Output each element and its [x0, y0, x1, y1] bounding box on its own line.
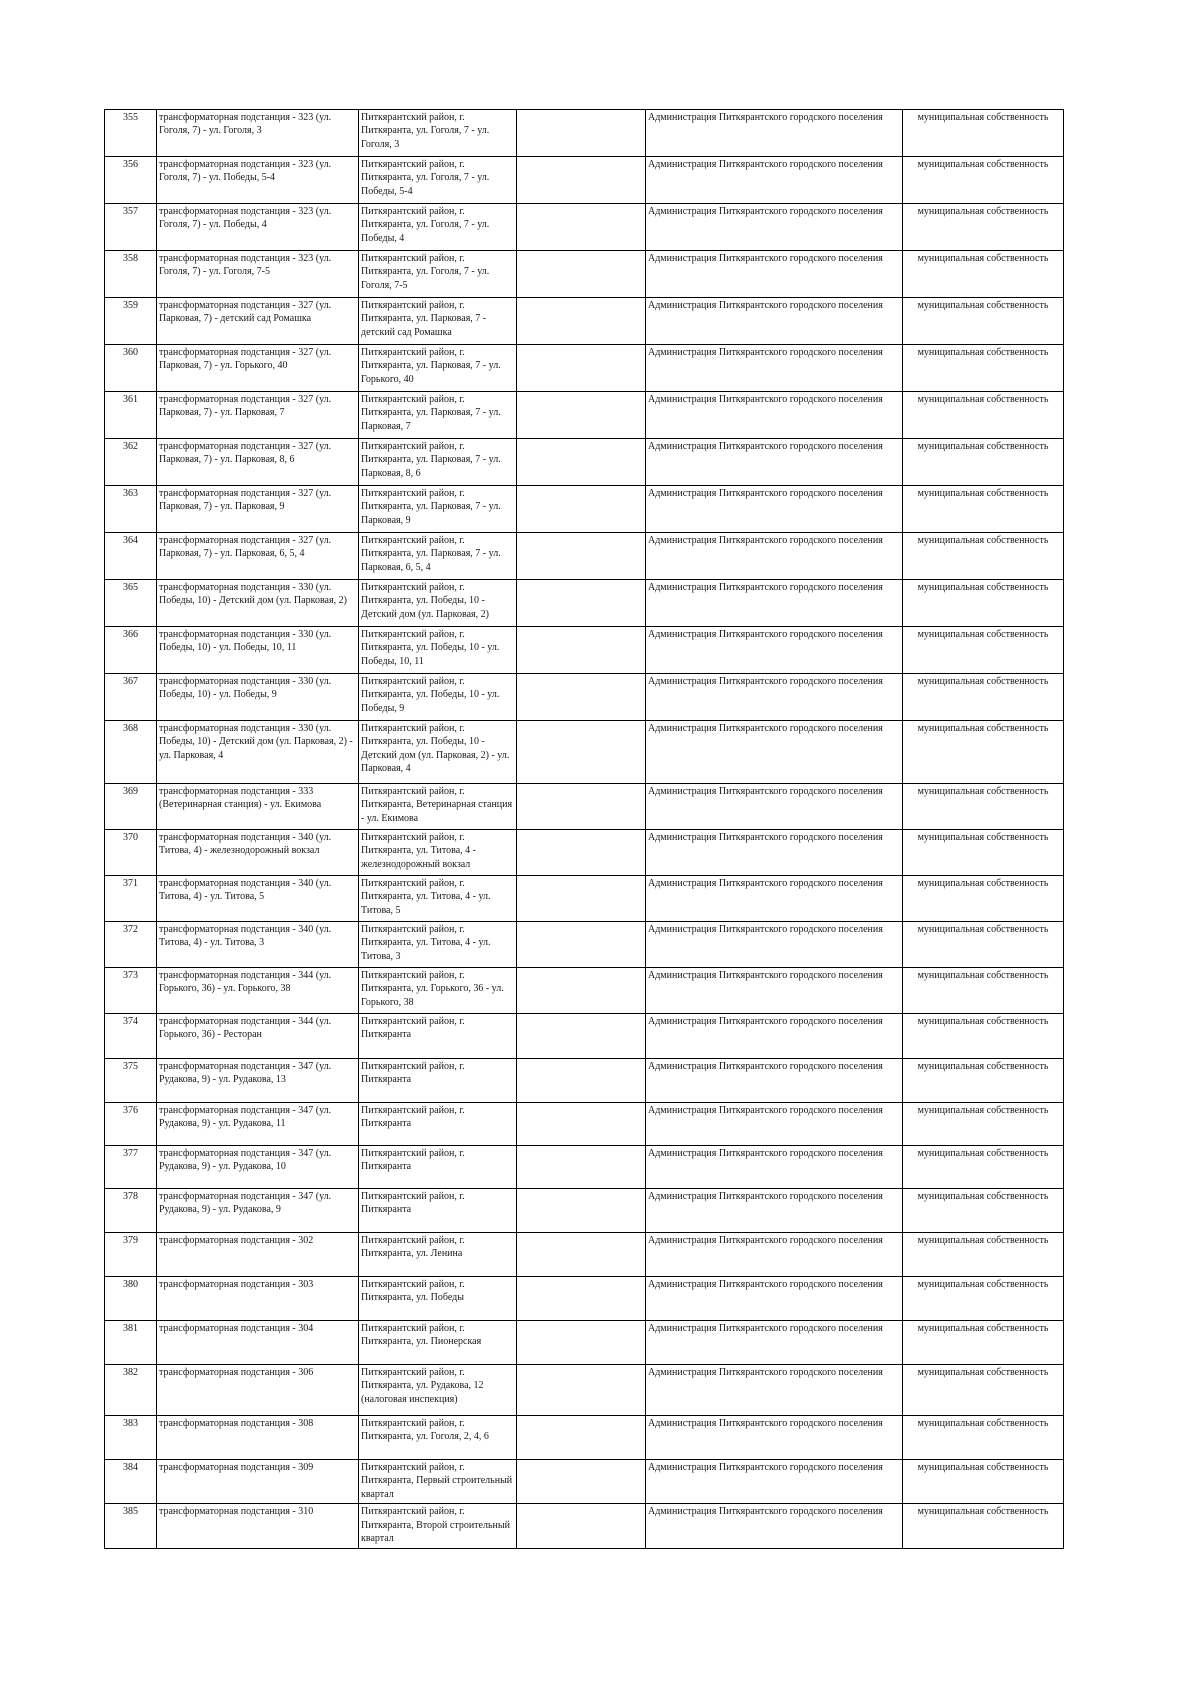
- empty-cell: [517, 1416, 646, 1460]
- row-number: 358: [105, 251, 157, 298]
- empty-cell: [517, 251, 646, 298]
- table-row: [105, 1504, 1064, 1549]
- object-address: Питкярантский район, г. Питкяранта: [359, 1014, 517, 1059]
- table-row: [105, 533, 1064, 580]
- ownership-type: муниципальная собственность: [903, 721, 1064, 784]
- empty-cell: [517, 922, 646, 968]
- row-number: 366: [105, 627, 157, 674]
- row-number: 382: [105, 1365, 157, 1416]
- ownership-type: муниципальная собственность: [903, 1014, 1064, 1059]
- table-row: [105, 251, 1064, 298]
- empty-cell: [517, 1365, 646, 1416]
- holder-name: Администрация Питкярантского городского поселения: [646, 439, 903, 486]
- empty-cell: [517, 392, 646, 439]
- ownership-type: муниципальная собственность: [903, 1233, 1064, 1277]
- holder-name: Администрация Питкярантского городского поселения: [646, 1014, 903, 1059]
- row-number: 377: [105, 1146, 157, 1189]
- table-row: [105, 968, 1064, 1014]
- table-row: [105, 922, 1064, 968]
- object-name: трансформаторная подстанция - 306: [157, 1365, 359, 1416]
- object-name: трансформаторная подстанция - 303: [157, 1277, 359, 1321]
- object-name: трансформаторная подстанция - 323 (ул. Гоголя, 7) - ул. Гоголя, 3: [157, 110, 359, 157]
- empty-cell: [517, 533, 646, 580]
- object-address: Питкярантский район, г. Питкяранта, ул. Парковая, 7 - ул. Парковая, 9: [359, 486, 517, 533]
- object-name: трансформаторная подстанция - 302: [157, 1233, 359, 1277]
- row-number: 378: [105, 1189, 157, 1233]
- empty-cell: [517, 110, 646, 157]
- holder-name: Администрация Питкярантского городского поселения: [646, 876, 903, 922]
- object-address: Питкярантский район, г. Питкяранта, ул. Титова, 4 - ул. Титова, 5: [359, 876, 517, 922]
- ownership-type: муниципальная собственность: [903, 1321, 1064, 1365]
- ownership-type: муниципальная собственность: [903, 298, 1064, 345]
- row-number: 370: [105, 830, 157, 876]
- row-number: 364: [105, 533, 157, 580]
- object-name: трансформаторная подстанция - 327 (ул. Парковая, 7) - ул. Парковая, 8, 6: [157, 439, 359, 486]
- table-row: [105, 627, 1064, 674]
- object-address: Питкярантский район, г. Питкяранта: [359, 1189, 517, 1233]
- row-number: 376: [105, 1103, 157, 1146]
- empty-cell: [517, 345, 646, 392]
- object-name: трансформаторная подстанция - 347 (ул. Рудакова, 9) - ул. Рудакова, 11: [157, 1103, 359, 1146]
- table-row: [105, 157, 1064, 204]
- table-row: [105, 830, 1064, 876]
- holder-name: Администрация Питкярантского городского поселения: [646, 830, 903, 876]
- object-address: Питкярантский район, г. Питкяранта, ул. Гоголя, 7 - ул. Гоголя, 3: [359, 110, 517, 157]
- object-name: трансформаторная подстанция - 347 (ул. Рудакова, 9) - ул. Рудакова, 10: [157, 1146, 359, 1189]
- table-row: [105, 1059, 1064, 1103]
- object-name: трансформаторная подстанция - 340 (ул. Титова, 4) - ул. Титова, 5: [157, 876, 359, 922]
- ownership-type: муниципальная собственность: [903, 204, 1064, 251]
- row-number: 361: [105, 392, 157, 439]
- holder-name: Администрация Питкярантского городского поселения: [646, 1460, 903, 1504]
- table-row: [105, 204, 1064, 251]
- table-row: [105, 486, 1064, 533]
- empty-cell: [517, 486, 646, 533]
- holder-name: Администрация Питкярантского городского поселения: [646, 674, 903, 721]
- ownership-type: муниципальная собственность: [903, 784, 1064, 830]
- empty-cell: [517, 1189, 646, 1233]
- table-row: [105, 876, 1064, 922]
- holder-name: Администрация Питкярантского городского поселения: [646, 345, 903, 392]
- object-address: Питкярантский район, г. Питкяранта, Второй строительный квартал: [359, 1504, 517, 1549]
- ownership-type: муниципальная собственность: [903, 392, 1064, 439]
- table-row: [105, 1321, 1064, 1365]
- object-address: Питкярантский район, г. Питкяранта, ул. Гоголя, 7 - ул. Победы, 4: [359, 204, 517, 251]
- empty-cell: [517, 1103, 646, 1146]
- registry-table-body: [105, 110, 1064, 1549]
- table-row: [105, 345, 1064, 392]
- holder-name: Администрация Питкярантского городского поселения: [646, 1146, 903, 1189]
- object-name: трансформаторная подстанция - 327 (ул. Парковая, 7) - детский сад Ромашка: [157, 298, 359, 345]
- empty-cell: [517, 157, 646, 204]
- table-row: [105, 298, 1064, 345]
- empty-cell: [517, 1504, 646, 1549]
- ownership-type: муниципальная собственность: [903, 1146, 1064, 1189]
- empty-cell: [517, 1321, 646, 1365]
- table-row: [105, 439, 1064, 486]
- row-number: 385: [105, 1504, 157, 1549]
- empty-cell: [517, 1277, 646, 1321]
- empty-cell: [517, 298, 646, 345]
- table-row: [105, 1146, 1064, 1189]
- ownership-type: муниципальная собственность: [903, 627, 1064, 674]
- row-number: 357: [105, 204, 157, 251]
- empty-cell: [517, 784, 646, 830]
- row-number: 371: [105, 876, 157, 922]
- table-row: [105, 1365, 1064, 1416]
- empty-cell: [517, 580, 646, 627]
- empty-cell: [517, 968, 646, 1014]
- table-row: [105, 110, 1064, 157]
- object-name: трансформаторная подстанция - 330 (ул. Победы, 10) - ул. Победы, 9: [157, 674, 359, 721]
- table-row: [105, 674, 1064, 721]
- holder-name: Администрация Питкярантского городского поселения: [646, 721, 903, 784]
- object-name: трансформаторная подстанция - 308: [157, 1416, 359, 1460]
- holder-name: Администрация Питкярантского городского поселения: [646, 1233, 903, 1277]
- object-name: трансформаторная подстанция - 310: [157, 1504, 359, 1549]
- object-name: трансформаторная подстанция - 347 (ул. Рудакова, 9) - ул. Рудакова, 13: [157, 1059, 359, 1103]
- ownership-type: муниципальная собственность: [903, 251, 1064, 298]
- object-name: трансформаторная подстанция - 344 (ул. Горького, 36) - ул. Горького, 38: [157, 968, 359, 1014]
- row-number: 374: [105, 1014, 157, 1059]
- ownership-type: муниципальная собственность: [903, 345, 1064, 392]
- object-address: Питкярантский район, г. Питкяранта, ул. Гоголя, 2, 4, 6: [359, 1416, 517, 1460]
- object-name: трансформаторная подстанция - 327 (ул. Парковая, 7) - ул. Парковая, 6, 5, 4: [157, 533, 359, 580]
- ownership-type: муниципальная собственность: [903, 110, 1064, 157]
- holder-name: Администрация Питкярантского городского поселения: [646, 922, 903, 968]
- object-address: Питкярантский район, г. Питкяранта: [359, 1059, 517, 1103]
- object-name: трансформаторная подстанция - 323 (ул. Гоголя, 7) - ул. Победы, 5-4: [157, 157, 359, 204]
- row-number: 369: [105, 784, 157, 830]
- row-number: 363: [105, 486, 157, 533]
- table-row: [105, 1103, 1064, 1146]
- empty-cell: [517, 1014, 646, 1059]
- object-name: трансформаторная подстанция - 327 (ул. Парковая, 7) - ул. Горького, 40: [157, 345, 359, 392]
- object-address: Питкярантский район, г. Питкяранта, Первый строительный квартал: [359, 1460, 517, 1504]
- empty-cell: [517, 1233, 646, 1277]
- ownership-type: муниципальная собственность: [903, 674, 1064, 721]
- object-address: Питкярантский район, г. Питкяранта, ул. Парковая, 7 - ул. Парковая, 6, 5, 4: [359, 533, 517, 580]
- holder-name: Администрация Питкярантского городского поселения: [646, 1189, 903, 1233]
- holder-name: Администрация Питкярантского городского поселения: [646, 784, 903, 830]
- object-name: трансформаторная подстанция - 347 (ул. Рудакова, 9) - ул. Рудакова, 9: [157, 1189, 359, 1233]
- object-address: Питкярантский район, г. Питкяранта, ул. Победы, 10 - ул. Победы, 9: [359, 674, 517, 721]
- object-address: Питкярантский район, г. Питкяранта, ул. Ленина: [359, 1233, 517, 1277]
- holder-name: Администрация Питкярантского городского поселения: [646, 1365, 903, 1416]
- holder-name: Администрация Питкярантского городского поселения: [646, 1416, 903, 1460]
- registry-table: [104, 109, 1064, 1549]
- row-number: 367: [105, 674, 157, 721]
- holder-name: Администрация Питкярантского городского поселения: [646, 486, 903, 533]
- ownership-type: муниципальная собственность: [903, 1059, 1064, 1103]
- object-name: трансформаторная подстанция - 327 (ул. Парковая, 7) - ул. Парковая, 7: [157, 392, 359, 439]
- object-address: Питкярантский район, г. Питкяранта, ул. Победы, 10 - Детский дом (ул. Парковая, 2): [359, 580, 517, 627]
- row-number: 380: [105, 1277, 157, 1321]
- empty-cell: [517, 674, 646, 721]
- holder-name: Администрация Питкярантского городского поселения: [646, 1277, 903, 1321]
- row-number: 379: [105, 1233, 157, 1277]
- empty-cell: [517, 204, 646, 251]
- table-row: [105, 784, 1064, 830]
- object-address: Питкярантский район, г. Питкяранта: [359, 1103, 517, 1146]
- ownership-type: муниципальная собственность: [903, 486, 1064, 533]
- ownership-type: муниципальная собственность: [903, 1103, 1064, 1146]
- ownership-type: муниципальная собственность: [903, 1189, 1064, 1233]
- table-row: [105, 721, 1064, 784]
- object-name: трансформаторная подстанция - 323 (ул. Гоголя, 7) - ул. Гоголя, 7-5: [157, 251, 359, 298]
- row-number: 362: [105, 439, 157, 486]
- holder-name: Администрация Питкярантского городского поселения: [646, 1059, 903, 1103]
- object-name: трансформаторная подстанция - 340 (ул. Титова, 4) - железнодорожный вокзал: [157, 830, 359, 876]
- ownership-type: муниципальная собственность: [903, 1365, 1064, 1416]
- row-number: 360: [105, 345, 157, 392]
- empty-cell: [517, 439, 646, 486]
- table-row: [105, 1189, 1064, 1233]
- ownership-type: муниципальная собственность: [903, 1277, 1064, 1321]
- object-name: трансформаторная подстанция - 330 (ул. Победы, 10) - Детский дом (ул. Парковая, 2): [157, 580, 359, 627]
- ownership-type: муниципальная собственность: [903, 1504, 1064, 1549]
- object-address: Питкярантский район, г. Питкяранта, ул. Горького, 36 - ул. Горького, 38: [359, 968, 517, 1014]
- empty-cell: [517, 1460, 646, 1504]
- row-number: 383: [105, 1416, 157, 1460]
- holder-name: Администрация Питкярантского городского поселения: [646, 251, 903, 298]
- object-name: трансформаторная подстанция - 330 (ул. Победы, 10) - ул. Победы, 10, 11: [157, 627, 359, 674]
- holder-name: Администрация Питкярантского городского поселения: [646, 1321, 903, 1365]
- object-address: Питкярантский район, г. Питкяранта, ул. Победы, 10 - ул. Победы, 10, 11: [359, 627, 517, 674]
- empty-cell: [517, 1146, 646, 1189]
- ownership-type: муниципальная собственность: [903, 580, 1064, 627]
- object-address: Питкярантский район, г. Питкяранта, ул. Гоголя, 7 - ул. Гоголя, 7-5: [359, 251, 517, 298]
- table-row: [105, 1277, 1064, 1321]
- object-name: трансформаторная подстанция - 340 (ул. Титова, 4) - ул. Титова, 3: [157, 922, 359, 968]
- table-row: [105, 1233, 1064, 1277]
- ownership-type: муниципальная собственность: [903, 533, 1064, 580]
- ownership-type: муниципальная собственность: [903, 439, 1064, 486]
- table-row: [105, 392, 1064, 439]
- holder-name: Администрация Питкярантского городского поселения: [646, 157, 903, 204]
- holder-name: Администрация Питкярантского городского поселения: [646, 1103, 903, 1146]
- row-number: 384: [105, 1460, 157, 1504]
- holder-name: Администрация Питкярантского городского поселения: [646, 968, 903, 1014]
- row-number: 373: [105, 968, 157, 1014]
- holder-name: Администрация Питкярантского городского поселения: [646, 204, 903, 251]
- object-address: Питкярантский район, г. Питкяранта, ул. Титова, 4 - ул. Титова, 3: [359, 922, 517, 968]
- object-address: Питкярантский район, г. Питкяранта, ул. Парковая, 7 - ул. Парковая, 7: [359, 392, 517, 439]
- row-number: 355: [105, 110, 157, 157]
- table-row: [105, 1014, 1064, 1059]
- ownership-type: муниципальная собственность: [903, 1460, 1064, 1504]
- holder-name: Администрация Питкярантского городского поселения: [646, 110, 903, 157]
- object-name: трансформаторная подстанция - 304: [157, 1321, 359, 1365]
- object-address: Питкярантский район, г. Питкяранта, ул. Гоголя, 7 - ул. Победы, 5-4: [359, 157, 517, 204]
- object-name: трансформаторная подстанция - 323 (ул. Гоголя, 7) - ул. Победы, 4: [157, 204, 359, 251]
- row-number: 381: [105, 1321, 157, 1365]
- object-address: Питкярантский район, г. Питкяранта, Ветеринарная станция - ул. Екимова: [359, 784, 517, 830]
- table-row: [105, 580, 1064, 627]
- row-number: 359: [105, 298, 157, 345]
- object-address: Питкярантский район, г. Питкяранта, ул. Парковая, 7 - ул. Горького, 40: [359, 345, 517, 392]
- row-number: 368: [105, 721, 157, 784]
- object-name: трансформаторная подстанция - 344 (ул. Горького, 36) - Ресторан: [157, 1014, 359, 1059]
- empty-cell: [517, 830, 646, 876]
- object-address: Питкярантский район, г. Питкяранта, ул. Титова, 4 - железнодорожный вокзал: [359, 830, 517, 876]
- object-address: Питкярантский район, г. Питкяранта, ул. Победы: [359, 1277, 517, 1321]
- ownership-type: муниципальная собственность: [903, 876, 1064, 922]
- holder-name: Администрация Питкярантского городского поселения: [646, 627, 903, 674]
- holder-name: Администрация Питкярантского городского поселения: [646, 298, 903, 345]
- table-row: [105, 1460, 1064, 1504]
- object-address: Питкярантский район, г. Питкяранта, ул. Рудакова, 12 (налоговая инспекция): [359, 1365, 517, 1416]
- holder-name: Администрация Питкярантского городского поселения: [646, 392, 903, 439]
- object-address: Питкярантский район, г. Питкяранта, ул. Парковая, 7 - ул. Парковая, 8, 6: [359, 439, 517, 486]
- holder-name: Администрация Питкярантского городского поселения: [646, 580, 903, 627]
- object-address: Питкярантский район, г. Питкяранта, ул. Пионерская: [359, 1321, 517, 1365]
- holder-name: Администрация Питкярантского городского поселения: [646, 533, 903, 580]
- empty-cell: [517, 1059, 646, 1103]
- object-name: трансформаторная подстанция - 327 (ул. Парковая, 7) - ул. Парковая, 9: [157, 486, 359, 533]
- object-name: трансформаторная подстанция - 333 (Ветеринарная станция) - ул. Екимова: [157, 784, 359, 830]
- object-address: Питкярантский район, г. Питкяранта, ул. Парковая, 7 - детский сад Ромашка: [359, 298, 517, 345]
- object-address: Питкярантский район, г. Питкяранта: [359, 1146, 517, 1189]
- empty-cell: [517, 627, 646, 674]
- empty-cell: [517, 721, 646, 784]
- object-address: Питкярантский район, г. Питкяранта, ул. Победы, 10 - Детский дом (ул. Парковая, 2) - ул. Парковая, 4: [359, 721, 517, 784]
- ownership-type: муниципальная собственность: [903, 830, 1064, 876]
- holder-name: Администрация Питкярантского городского поселения: [646, 1504, 903, 1549]
- ownership-type: муниципальная собственность: [903, 922, 1064, 968]
- object-name: трансформаторная подстанция - 309: [157, 1460, 359, 1504]
- row-number: 356: [105, 157, 157, 204]
- row-number: 372: [105, 922, 157, 968]
- table-row: [105, 1416, 1064, 1460]
- ownership-type: муниципальная собственность: [903, 968, 1064, 1014]
- ownership-type: муниципальная собственность: [903, 157, 1064, 204]
- row-number: 375: [105, 1059, 157, 1103]
- empty-cell: [517, 876, 646, 922]
- ownership-type: муниципальная собственность: [903, 1416, 1064, 1460]
- row-number: 365: [105, 580, 157, 627]
- object-name: трансформаторная подстанция - 330 (ул. Победы, 10) - Детский дом (ул. Парковая, 2) - ул. Парковая, 4: [157, 721, 359, 784]
